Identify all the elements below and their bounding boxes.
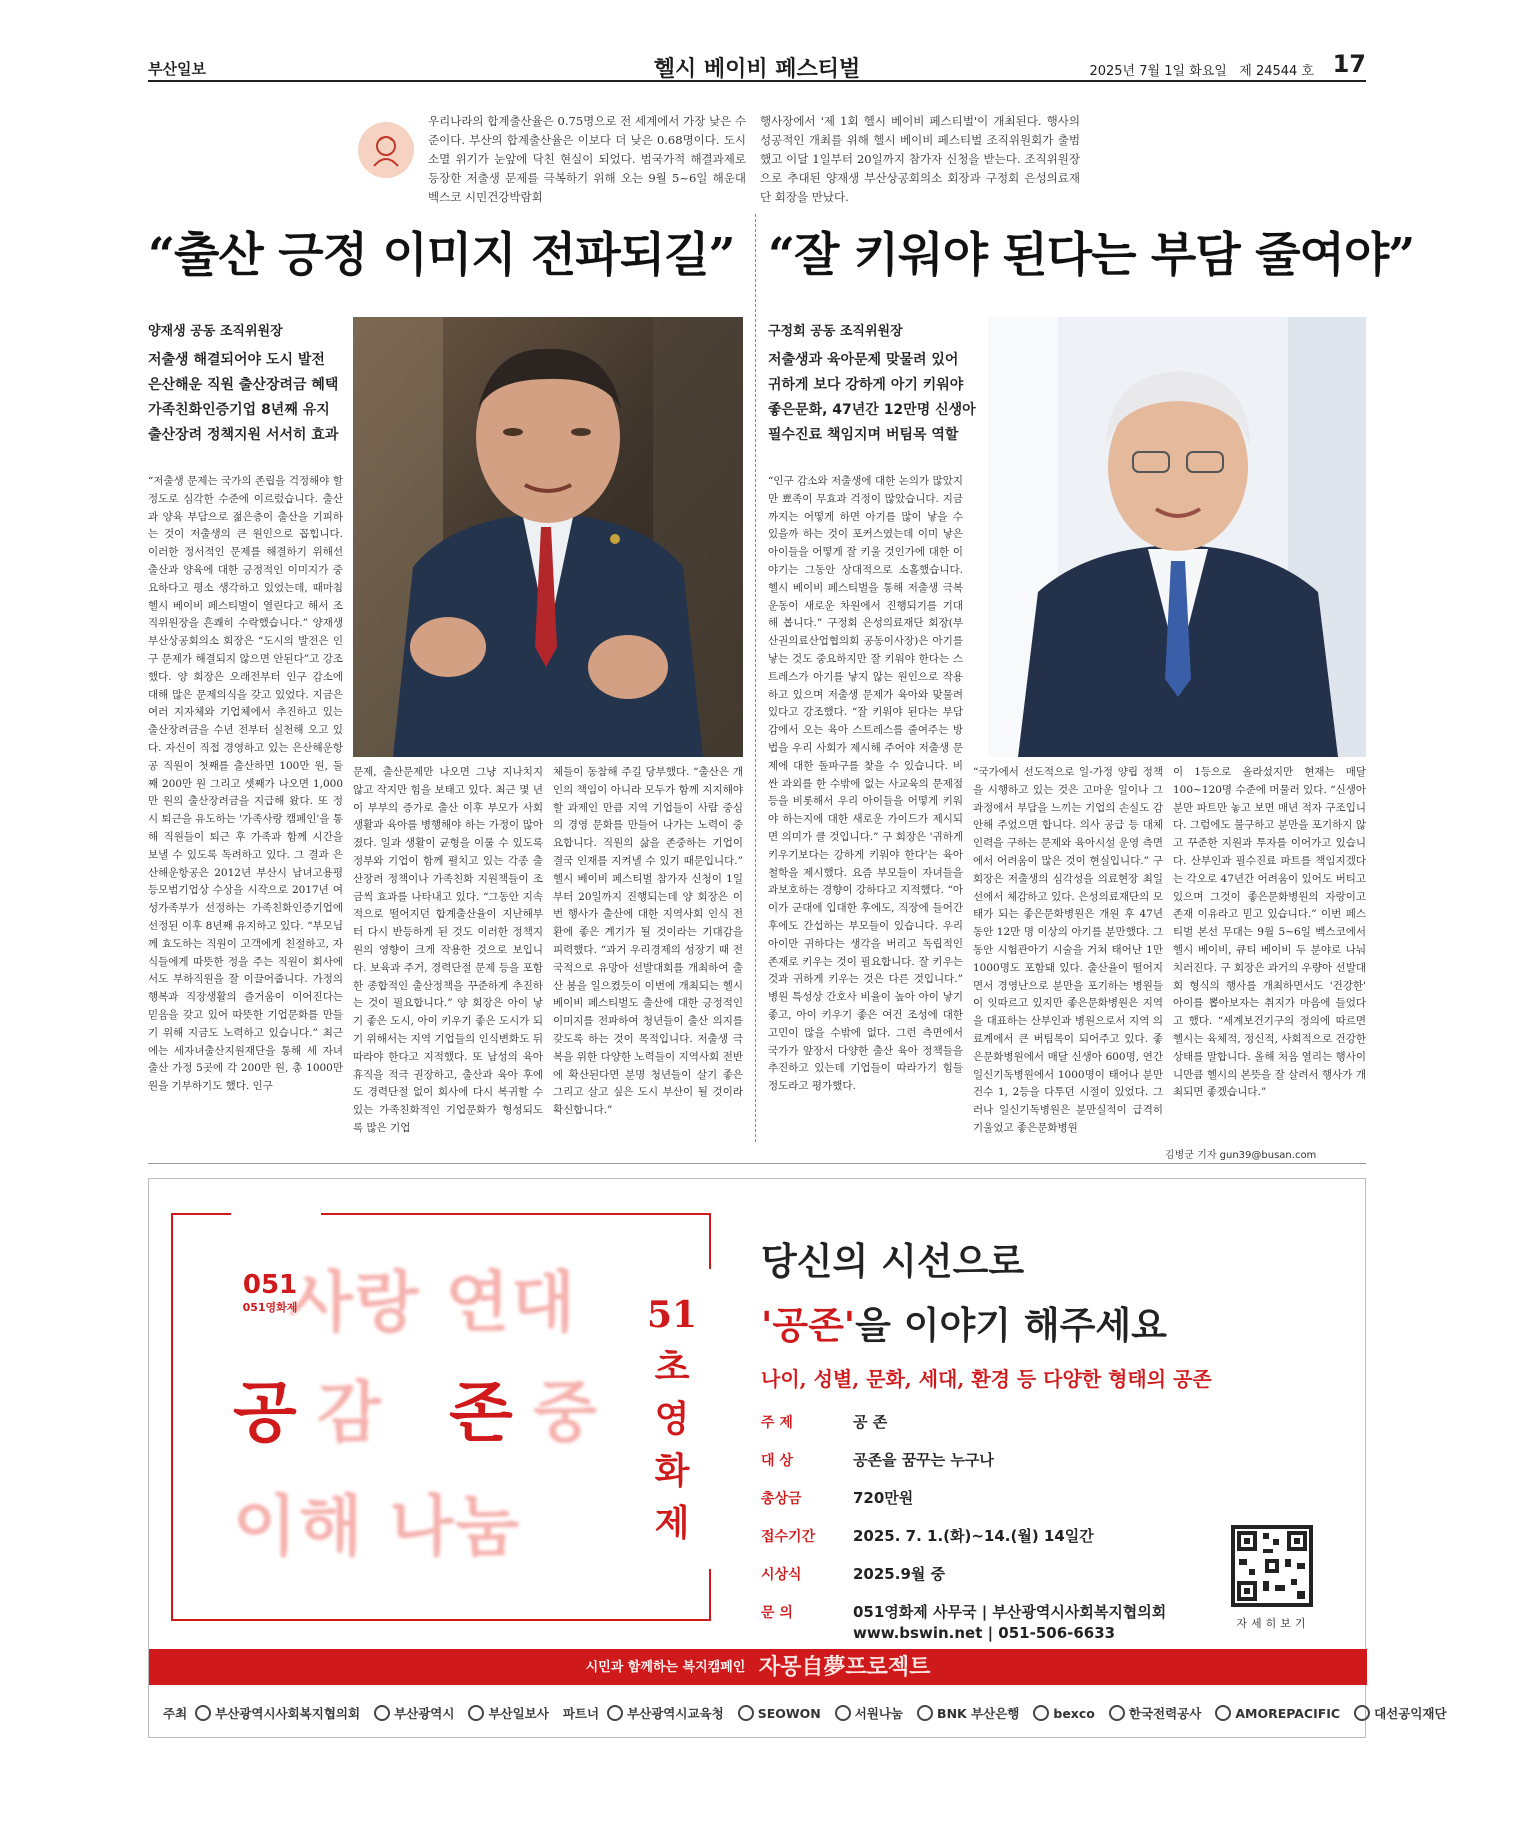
issue-date xyxy=(1089,60,1314,79)
info-value: 공존을 꿈꾸는 누구나 xyxy=(853,1451,994,1469)
host-label: 주최 xyxy=(163,1706,188,1721)
column-divider xyxy=(755,214,756,1142)
left-col-3: 체들이 동참해 주길 당부했다. “출산은 개인의 책임이 아니라 모두가 함께 지지해야 할 과제인 만큼 지역 기업들이 사람 중심의 경영 문화를 만들어 나가는 노력이 중요합니다. 직원의 삶을 존중하는 기업이 결국 인재를 지켜낼 수 있기 때문입니다.” 헬시 베이비 페스티벌 참가자 신청이 1일부터 20일까지 진행되는데 양 회장은 이번 행사가 출산에 대한 지역사회 인식 전환에 좋은 계기가 될 것이라는 기대감을 피력했다. “과거 우리경제의 성장기 때 전국적으로 유망아 선발대회를 개최하여 출산 붐을 일으켰듯이 이번에 개최되는 헬시 베이비 페스티벌도 출산에 대한 긍정적인 이미지를 전파하여 청년들이 출산 의지를 갖도록 하는 것이 목적입니다. 저출생 극복을 위한 다양한 노력들이 지역사회 전반에 확산된다면 분명 청년들이 살기 좋은 그리고 살고 싶은 도시 부산이 될 것이라 확신합니다.” xyxy=(553,766,743,1117)
partner-org: AMOREPACIFIC xyxy=(1215,1705,1340,1721)
logo-name: 051영화제 xyxy=(242,1301,298,1314)
right-summary-line: 필수진료 책임지며 버팀목 역할 xyxy=(768,427,959,443)
section-rule xyxy=(148,1163,1366,1164)
intro-left: 우리나라의 합계출산율은 0.75명으로 전 세계에서 가장 낮은 수준이다. 부산의 합계출산율은 이보다 더 낮은 0.68명이다. 도시 소멸 위기가 눈앞에 닥친 현실이 되었다. 범국가적 해결과제로 등장한 저출생 문제를 극복하기 위해 오는 9월 5~6일 해운대 벡스코 시민건강박람회 xyxy=(428,114,746,204)
right-col-2: “국가에서 선도적으로 일-가정 양립 정책을 시행하고 있는 것은 고마운 일이나 그 과정에서 부담을 느끼는 기업의 손실도 감안해 주었으면 합니다. 의사 공급 등 대체인력을 구하는 문제와 육아시설 운영 측면에서 어려움이 많은 것이 현실입니다.” 구 회장은 저출생의 심각성을 의료현장 최일선에서 체감하고 있다. 은성의료재단의 모태가 되는 좋은문화병원은 개원 후 47년 동안 12만 명 이상의 아기를 분만했다. 그동안 시험관아기 시술을 거쳐 태어난 1만 1000명도 포함돼 있다. 출산율이 떨어지면서 경영난으로 분만을 포기하는 병원들이 잇따르고 있지만 좋은문화병원은 지역을 대표하는 산부인과 병원으로서 지역 의료계에서 큰 버팀목이 되어주고 있다. 좋은문화병원에서 매달 신생아 600명, 연간 일신기독병원에서 1000명이 태어나 분만건수 1, 2등을 다투던 시절이 있었다. 그러나 일신기독병원은 분만실적이 급격히 기울었고 좋은문화병원 xyxy=(973,766,1163,1134)
masthead xyxy=(148,48,1366,82)
ad-title-line2 xyxy=(761,1295,1167,1349)
left-summary-line: 저출생 해결되어야 도시 발전 xyxy=(148,352,325,368)
contest-info xyxy=(761,1409,1166,1655)
issue-number: 제 24544 호 xyxy=(1239,64,1314,79)
film-festival-logo xyxy=(231,1271,309,1315)
info-label: 주 제 xyxy=(761,1415,793,1431)
right-summary-line: 귀하게 보다 강하게 아기 키워야 xyxy=(768,377,964,393)
title-highlight: '공존' xyxy=(761,1303,856,1347)
info-row xyxy=(761,1523,1166,1561)
info-row xyxy=(761,1447,1166,1485)
partner-org: bexco xyxy=(1033,1705,1095,1721)
right-col-1: “인구 감소와 저출생에 대한 논의가 많았지만 뾰족이 무효과 걱정이 많았습니다. 지금까지는 어떻게 하면 아기를 많이 낳을 수 있을까 하는 것이 포커스였는데 이미 낳은 아이들을 어떻게 잘 키울 것인가에 대한 이야기는 그동안 상대적으로 소홀했습니다. 헬시 베이비 페스티벌을 통해 저출생 극복운동이 새로운 차원에서 진행되기를 기대해 봅니다.” 구정회 은성의료재단 회장(부산권의료산업협의회 공동이사장)은 아기를 낳는 것도 중요하지만 잘 키워야 한다는 스트레스가 아기를 낳지 않는 원인으로 작용하고 있으며 저출생 문제가 육아와 맞물려 있다고 강조했다. “잘 키워야 된다는 부담감에서 오는 육아 스트레스를 줄여주는 방법을 우리 사회가 제시해 주어야 저출생 문제에 대한 돌파구를 찾을 수 있습니다. 비싼 과외를 한 수밖에 없는 사교육의 문제점 등을 비롯해서 우리 아이들을 어떻게 키워야 하는지에 대한 새로운 가이드가 제시되면 의미가 클 것입니다.” 구 회장은 '귀하게 키우기보다는 강하게 키워야 한다'는 육아 철학을 제시했다. 요즘 부모들이 자녀들을 과보호하는 경향이 강하다고 지적했다. “아이가 군대에 입대한 후에도, 직장에 들어간 후에도 간섭하는 부모들이 있습니다. 우리 아이만 귀하다는 생각을 버리고 독립적인 존재로 키우는 것이 필요합니다. 잘 키우는 것과 귀하게 키우는 것은 다른 것입니다.” 병원 특성상 간호사 비율이 높아 아이 낳기 좋고, 아이 키우기 좋은 여건 조성에 대한 고민이 많을 수밖에 없다. 그런 측면에서 국가가 앞장서 다양한 출산 육아 정책들을 추진하고 있는데 기업들이 따라가기 힘들 정도라고 평가했다. xyxy=(768,475,963,1093)
host-org: 부산일보사 xyxy=(468,1704,548,1722)
portrait-illustration xyxy=(353,317,743,757)
partner-org: SEOWON xyxy=(738,1705,821,1721)
ad-subtitle: 나이, 성별, 문화, 세대, 환경 등 다양한 형태의 공존 xyxy=(761,1367,1212,1391)
info-label: 시상식 xyxy=(761,1567,802,1583)
advertisement[interactable] xyxy=(148,1178,1447,1738)
big-char-b: 존 xyxy=(449,1373,515,1451)
date-text: 2025년 7월 1일 화요일 xyxy=(1089,64,1227,79)
qr-code[interactable] xyxy=(1231,1525,1313,1607)
baby-icon-graphic xyxy=(366,130,406,170)
partner-label: 파트너 xyxy=(562,1706,600,1721)
sponsor-strip xyxy=(149,1689,1447,1737)
host-org: 부산광역시사회복지협의회 xyxy=(195,1704,360,1722)
info-row xyxy=(761,1409,1166,1447)
partner-org: 부산광역시교육청 xyxy=(607,1704,724,1722)
right-byline: 구정회 공동 조직위원장 xyxy=(768,324,903,339)
left-summary-line: 출산장려 정책지원 서서히 효과 xyxy=(148,427,339,443)
info-value: 2025. 7. 1.(화)~14.(월) 14일간 xyxy=(853,1527,1094,1545)
faded-word-bottom: 이해 나눔 xyxy=(233,1487,522,1565)
baby-icon xyxy=(358,122,414,178)
info-value: 공 존 xyxy=(853,1413,888,1431)
section-title: 헬시 베이비 페스티벌 xyxy=(653,57,861,82)
info-label: 문 의 xyxy=(761,1605,793,1621)
right-summary-line: 좋은문화, 47년간 12만명 신생아 xyxy=(768,402,976,418)
info-row xyxy=(761,1599,1166,1655)
info-label: 대 상 xyxy=(761,1453,793,1469)
faded-char-b: 중 xyxy=(533,1373,599,1451)
page-number: 17 xyxy=(1332,50,1366,78)
right-summary-line: 저출생과 육아문제 맞물려 있어 xyxy=(768,352,959,368)
info-label: 접수기간 xyxy=(761,1529,816,1545)
right-portrait-photo xyxy=(988,317,1366,757)
qr-code-graphic xyxy=(1235,1529,1309,1603)
big-char-a: 공 xyxy=(233,1373,299,1451)
faded-char-a: 감 xyxy=(317,1373,383,1451)
portrait-illustration xyxy=(988,317,1366,757)
left-portrait-photo xyxy=(353,317,743,757)
left-col-2: 문제, 출산문제만 나오면 그냥 지나치지 않고 작지만 힘을 보태고 있다. 최근 몇 년이 부부의 증가로 출산 이후 부모가 사회생활과 육아를 병행해야 하는 가정이 많아졌다. 일과 생활이 균형을 이룰 수 있도록 정부와 기업이 함께 펼치고 있는 각종 출산장려 정책이나 가족친화 지원책들이 조금씩 효과를 나타내고 있다. “그동안 지속적으로 떨어지던 합계출산율이 지난해부터 다시 반등하게 된 것도 이러한 정책지원의 영향이 크게 작용한 것으로 보입니다. 보육과 주거, 경력단절 문제 등을 포함한 종합적인 출산정책을 꾸준하게 추진하는 것이 필요합니다.” 양 회장은 아이 낳기 좋은 도시, 아이 키우기 좋은 도시가 되기 위해서는 지역 기업들의 인식변화도 뒤따라야 한다고 지적했다. 또 남성의 육아휴직을 적극 권장하고, 출산과 육아 후에도 경력단절 없이 회사에 다시 복귀할 수 있는 가족친화적인 기업문화가 형성되도록 많은 기업 xyxy=(353,766,543,1134)
campaign-name: 자몽自夢프로젝트 xyxy=(758,1654,931,1680)
ad-title-line1: 당신의 시선으로 xyxy=(761,1239,1025,1283)
info-value: 2025.9월 중 xyxy=(853,1565,946,1583)
info-contact xyxy=(853,1599,1166,1642)
qr-label: 자세히보기 xyxy=(1236,1617,1310,1630)
info-label: 총상금 xyxy=(761,1491,802,1507)
right-headline: “잘 키워야 된다는 부담 줄여야” xyxy=(768,228,1415,283)
faded-word-top: 사랑 연대 xyxy=(289,1263,578,1341)
info-row xyxy=(761,1485,1166,1523)
info-row xyxy=(761,1561,1166,1599)
left-summary xyxy=(148,348,348,448)
partner-org: 대선공익재단 xyxy=(1354,1704,1446,1722)
reporter-credit: 김병군 기자 gun39@busan.com xyxy=(1165,1150,1317,1161)
left-col-1: “저출생 문제는 국가의 존립을 걱정해야 할 정도로 심각한 수준에 이르렀습니다. 출산과 양육 부담으로 젊은층이 출산을 기피하는 것이 저출생의 큰 원인으로 꼽힙니다. 이러한 정서적인 문제를 해결하기 위해선 출산과 양육에 대한 긍정적인 이미지가 중요하다고 평소 생각하고 있었는데, 때마침 헬시 베이비 페스티벌이 열린다고 해서 조직위원장을 흔쾌히 수락했습니다.” 양재생 부산상공회의소 회장은 “도시의 발전은 인구 문제가 해결되지 않으면 안된다”고 강조했다. 양 회장은 오래전부터 인구 감소에 대해 많은 문제의식을 갖고 있었다. 지금은 여러 지자체와 기업체에서 추진하고 있는 출산장려금을 수년 전부터 실천해 오고 있다. 자신이 직접 경영하고 있는 은산해운항공 직원이 첫째를 출산하면 100만 원, 둘째 200만 원 그리고 셋째가 나오면 1,000만 원의 출산장려금을 지급해 왔다. 또 정시 퇴근을 유도하는 '가족사랑 캠페인'을 통해 직원들이 퇴근 후 가족과 함께 시간을 보낼 수 있도록 독려하고 있다. 그 결과 은산해운항공은 2012년 부산시 남녀고용평등모범기업상 수상을 시작으로 2017년 여성가족부가 선정하는 가족친화인증기업에 선정된 이후 8년째 유지하고 있다. “부모님께 효도하는 직원이 고객에게 친절하고, 자식들에게 따뜻한 정을 주는 직원이 회사에서도 부하직원을 잘 이끌어줍니다. 가정의 행복과 직장생활의 즐거움이 이어진다는 믿음을 갖고 있어 따뜻한 기업문화를 만들기 위해 지금도 노력하고 있습니다.” 최근에는 세자녀출산지원재단을 통해 세 자녀 출산 가정 5곳에 각 200만 원, 총 1000만 원을 기부하기도 했다. 인구 xyxy=(148,475,343,1093)
info-value: 720만원 xyxy=(853,1489,914,1507)
partner-org: 한국전력공사 xyxy=(1109,1704,1201,1722)
contact-link[interactable]: www.bswin.net | 051-506-6633 xyxy=(853,1624,1116,1642)
left-headline: “출산 긍정 이미지 전파되길” xyxy=(148,228,735,283)
title-rest: 을 이야기 해주세요 xyxy=(855,1303,1167,1347)
logo-number: 051 xyxy=(242,1270,298,1300)
campaign-tagline: 시민과 함께하는 복지캠페인 xyxy=(585,1660,746,1675)
host-org: 부산광역시 xyxy=(374,1704,454,1722)
campaign-bar xyxy=(149,1649,1367,1685)
left-summary-line: 가족친화인증기업 8년째 유지 xyxy=(148,402,330,418)
partner-org: BNK 부산은행 xyxy=(917,1704,1019,1722)
info-value: 051영화제 사무국 | 부산광역시사회복지협의회 xyxy=(853,1603,1167,1621)
vertical-title: 51초영화제 xyxy=(647,1294,698,1544)
left-summary-line: 은산해운 직원 출산장려금 혜택 xyxy=(148,377,339,393)
paper-name: 부산일보 xyxy=(148,60,206,78)
left-byline: 양재생 공동 조직위원장 xyxy=(148,324,283,339)
partner-org: 서원나눔 xyxy=(835,1704,903,1722)
frame-gap xyxy=(231,1207,321,1219)
intro-right: 행사장에서 '제 1회 헬시 베이비 페스티벌'이 개최된다. 행사의 성공적인 개최를 위해 헬시 베이비 페스티벌 조직위원회가 출범했고 이달 1일부터 20일까지 참가자 신청을 받는다. 조직위원장으로 추대된 양재생 부산상공회의소 회장과 구정회 은성의료재단 회장을 만났다. xyxy=(760,114,1080,204)
right-col-3: 이 1등으로 올라섰지만 현재는 매달 100~120명 수준에 머물러 있다. “신생아 분만 파트만 놓고 보면 매년 적자 구조입니다. 그럼에도 불구하고 분만을 포기하지 않고 꾸준한 지원과 투자를 이어가고 있습니다. 산부인과 필수진료 파트를 책임지겠다는 각오로 47년간 어려움이 있어도 버티고 있으며 그것이 좋은문화병원의 자랑이고 존재 이유라고 믿고 있습니다.” 이번 페스티벌 본선 무대는 9월 5~6일 벡스코에서 헬시 베이비, 큐티 베이비 두 분야로 나눠 치러진다. 구 회장은 과거의 우량아 선발대회 형식의 행사를 개최하면서도 '건강한' 아이를 뽑아보자는 취지가 마음에 들었다고 했다. “세계보건기구의 정의에 따르면 헬시는 육체적, 정신적, 사회적으로 건강한 상태를 말합니다. 올해 처음 열리는 행사이니만큼 헬시의 본뜻을 잘 살려서 행사가 개최되면 좋겠습니다.” xyxy=(1173,766,1366,1099)
right-summary xyxy=(768,348,978,448)
